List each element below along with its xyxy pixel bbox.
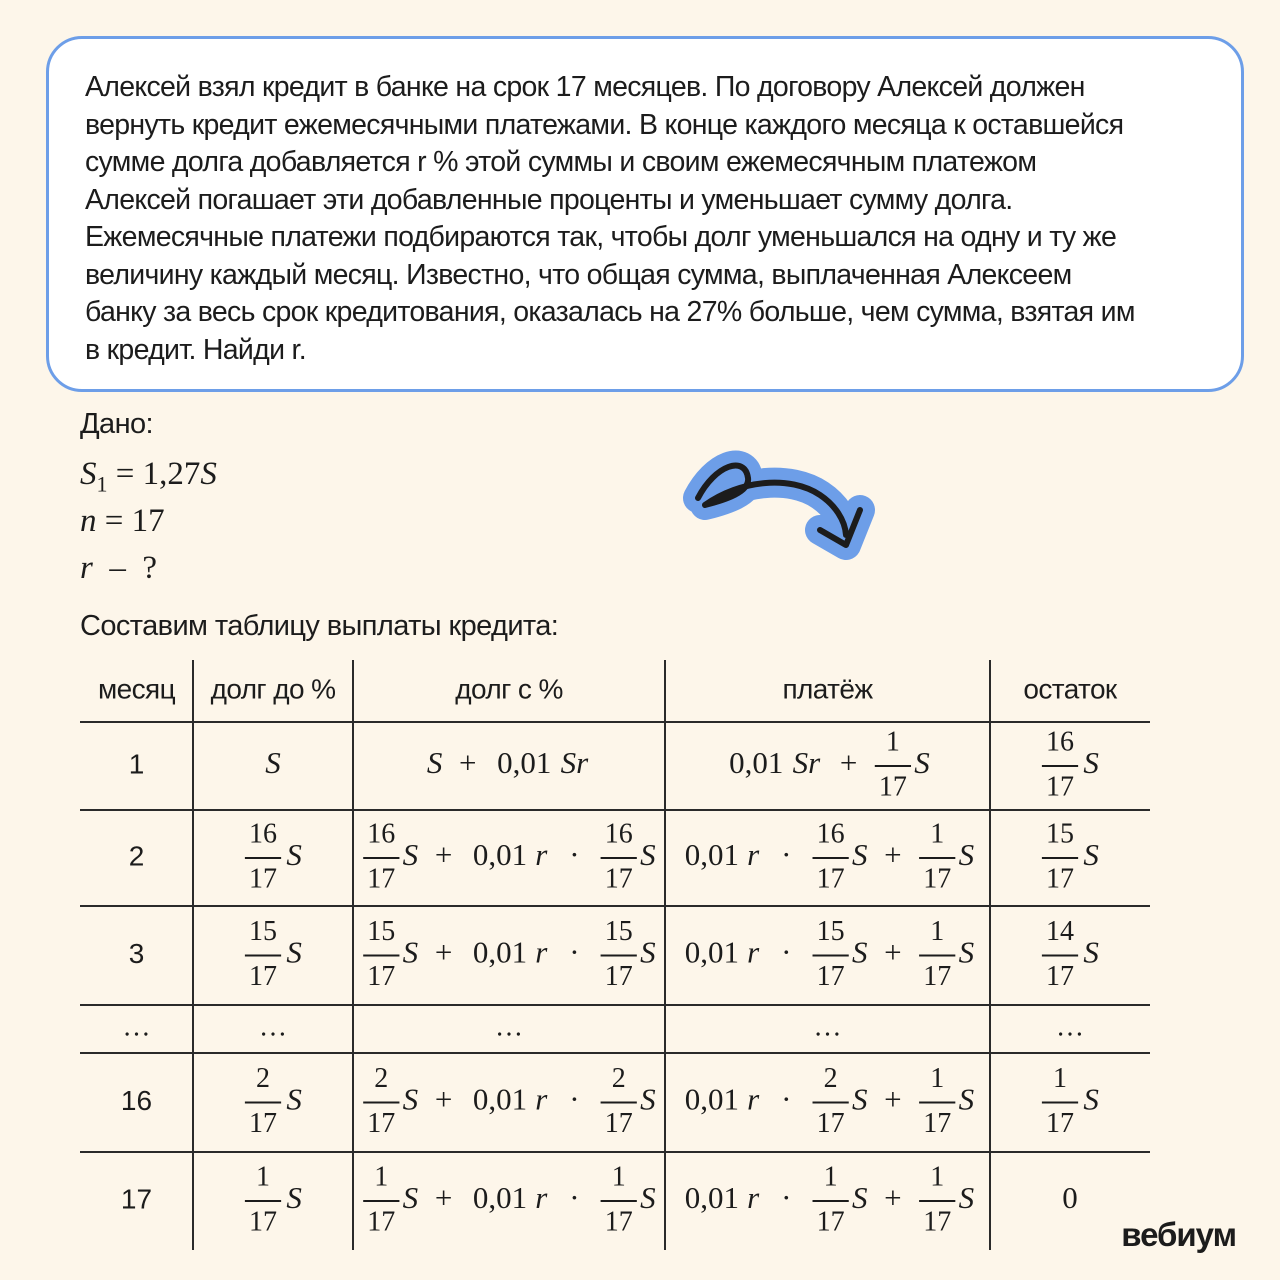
table-header-cell: долг с %	[455, 673, 563, 705]
formula-text: Sr	[560, 745, 589, 781]
fraction-denominator: 17	[604, 960, 633, 992]
fraction-denominator: 17	[367, 1206, 396, 1238]
table-cell-ellipsis: …	[813, 1011, 842, 1043]
formula-text: 0,01	[472, 1081, 528, 1117]
formula-text: ·	[569, 934, 580, 970]
table-header-cell: месяц	[97, 673, 176, 705]
formula-text: Sr	[792, 745, 821, 781]
formula-text: ·	[781, 934, 792, 970]
formula-text: S	[914, 745, 930, 781]
fraction-denominator: 17	[816, 863, 845, 895]
formula-text: ·	[569, 837, 580, 873]
formula-text: S	[1083, 934, 1099, 970]
fraction-denominator: 17	[816, 1107, 845, 1139]
problem-line: Алексей взял кредит в банке на срок 17 месяцев. По договору Алексей должен	[85, 71, 1085, 103]
formula-text: 0,01	[684, 934, 740, 970]
formula-text: r	[535, 1081, 548, 1117]
table-cell-month: 16	[120, 1084, 153, 1116]
formula-text: 0,01	[472, 934, 528, 970]
problem-line: вернуть кредит ежемесячными платежами. В конце каждого месяца к оставшейся	[85, 108, 1124, 141]
formula-text: +	[884, 837, 902, 873]
formula-text: r	[535, 934, 548, 970]
fraction-numerator: 16	[604, 818, 633, 850]
formula-text: +	[884, 1180, 902, 1216]
given-r-unknown: ?	[142, 550, 157, 586]
formula-text: +	[434, 837, 453, 873]
formula-text: ·	[569, 1180, 580, 1216]
formula-text: S	[640, 1180, 656, 1216]
fraction-denominator: 17	[923, 1107, 952, 1139]
fraction-denominator: 17	[923, 960, 952, 992]
fraction-numerator: 16	[367, 818, 396, 850]
formula-text: S	[402, 837, 419, 873]
fraction-numerator: 15	[367, 915, 396, 947]
problem-line: Ежемесячные платежи подбираются так, чтобы долг уменьшался на одну и ту же	[85, 221, 1117, 253]
formula-text: S	[851, 1081, 868, 1117]
formula-text: S	[851, 934, 868, 970]
fraction-denominator: 17	[1046, 1107, 1075, 1139]
fraction-numerator: 1	[374, 1161, 389, 1193]
fraction-denominator: 17	[604, 1107, 633, 1139]
formula-text: S	[958, 934, 975, 970]
formula-text: S	[1083, 745, 1099, 781]
formula-text: ·	[781, 837, 792, 873]
given-n-value: 17	[131, 503, 165, 539]
formula-text: S	[402, 1180, 419, 1216]
given-r: r – ?	[80, 550, 157, 586]
fraction-numerator: 15	[604, 915, 633, 947]
fraction-denominator: 17	[816, 960, 845, 992]
problem-line: банку за весь срок кредитования, оказалась на 27% больше, чем сумма, взятая им	[85, 296, 1135, 328]
fraction-denominator: 17	[367, 1107, 396, 1139]
formula-text: ·	[569, 1081, 580, 1117]
formula-text: S	[1083, 837, 1099, 873]
problem-line: величину каждый месяц. Известно, что общая сумма, выплаченная Алексеем	[85, 258, 1072, 291]
table-cell-month: 3	[128, 937, 145, 969]
given-n: n = 17	[80, 503, 165, 539]
fraction-numerator: 2	[374, 1062, 389, 1094]
fraction-denominator: 17	[1046, 863, 1075, 895]
formula-text: S	[426, 745, 443, 781]
fraction-numerator: 14	[1046, 915, 1075, 947]
formula-text: +	[884, 1081, 902, 1117]
formula-text: S	[640, 1081, 656, 1117]
formula-text: r	[535, 1180, 548, 1216]
formula-text: ·	[781, 1180, 792, 1216]
formula-text: r	[747, 1081, 760, 1117]
fraction-numerator: 16	[1046, 726, 1075, 758]
fraction-numerator: 1	[611, 1161, 626, 1193]
table-header-cell: остаток	[1023, 673, 1117, 705]
given-title: Дано:	[80, 408, 153, 440]
table-cell-ellipsis: …	[259, 1011, 287, 1043]
table-cell-ellipsis: …	[1056, 1011, 1084, 1043]
formula-text: S	[286, 837, 302, 873]
formula-text: S	[1083, 1081, 1099, 1117]
formula-text: S	[958, 837, 975, 873]
formula-text: +	[434, 1180, 453, 1216]
formula-text: ·	[781, 1081, 792, 1117]
problem-line: Алексей погашает эти добавленные проценты и уменьшает сумму долга.	[85, 183, 1013, 216]
table-header-cell: долг до %	[210, 673, 336, 705]
fraction-denominator: 17	[249, 1206, 278, 1238]
fraction-numerator: 1	[1053, 1062, 1068, 1094]
problem-line: сумме долга добавляется r % этой суммы и своим ежемесячным платежом	[85, 146, 1037, 178]
formula-text: S	[958, 1180, 975, 1216]
cell-remainder: 0	[1062, 1180, 1078, 1216]
fraction-denominator: 17	[878, 771, 907, 803]
fraction-denominator: 17	[367, 960, 396, 992]
fraction-denominator: 17	[816, 1206, 845, 1238]
fraction-numerator: 1	[930, 1062, 945, 1094]
fraction-denominator: 17	[604, 863, 633, 895]
formula-text: r	[747, 934, 760, 970]
fraction-numerator: 2	[823, 1062, 838, 1094]
fraction-numerator: 1	[823, 1161, 838, 1193]
table-cell-month: 1	[128, 748, 145, 780]
formula-text: 0,01	[684, 837, 740, 873]
fraction-denominator: 17	[604, 1206, 633, 1238]
table-header-cell: платёж	[782, 673, 873, 705]
formula-text: r	[747, 1180, 760, 1216]
fraction-denominator: 17	[923, 863, 952, 895]
formula-text: 0,01	[497, 745, 552, 781]
formula-text: +	[434, 934, 453, 970]
table-cell-month: …	[122, 1011, 151, 1043]
brand-logo: вебиум	[1121, 1216, 1236, 1253]
given-s1: $S_1 = 1,27S$	[80, 456, 217, 497]
fraction-denominator: 17	[249, 863, 278, 895]
fraction-numerator: 1	[885, 726, 900, 758]
problem-line: в кредит. Найди r.	[85, 333, 306, 366]
fraction-denominator: 17	[367, 863, 396, 895]
fraction-numerator: 2	[256, 1062, 271, 1094]
formula-text: S	[851, 837, 868, 873]
formula-text: +	[884, 934, 902, 970]
formula-text: S	[640, 837, 656, 873]
formula-text: 0,01	[729, 745, 784, 781]
fraction-numerator: 1	[930, 915, 945, 947]
fraction-numerator: 1	[930, 818, 945, 850]
fraction-numerator: 1	[930, 1161, 945, 1193]
formula-text: S	[402, 1081, 419, 1117]
fraction-denominator: 17	[923, 1206, 952, 1238]
formula-text: r	[747, 837, 760, 873]
formula-text: 0,01	[472, 1180, 528, 1216]
formula-text: r	[535, 837, 548, 873]
fraction-denominator: 17	[1046, 771, 1075, 803]
fraction-numerator: 16	[816, 818, 845, 850]
formula-text: S	[402, 934, 419, 970]
formula-text: S	[265, 745, 281, 781]
formula-text: S	[286, 1081, 302, 1117]
fraction-denominator: 17	[249, 1107, 278, 1139]
fraction-numerator: 2	[611, 1062, 626, 1094]
table-cell-month: 2	[128, 840, 145, 872]
table-cell-month: 17	[120, 1183, 153, 1215]
formula-text: S	[958, 1081, 975, 1117]
formula-text: 0,01	[684, 1081, 740, 1117]
fraction-denominator: 17	[1046, 960, 1075, 992]
fraction-numerator: 15	[816, 915, 845, 947]
formula-text: S	[286, 1180, 302, 1216]
fraction-denominator: 17	[249, 960, 278, 992]
given-s1-value: 1,27	[142, 456, 201, 492]
formula-text: 0,01	[684, 1180, 740, 1216]
formula-text: S	[851, 1180, 868, 1216]
formula-text: +	[459, 745, 477, 781]
table-title: Составим таблицу выплаты кредита:	[80, 610, 559, 642]
formula-text: +	[434, 1081, 453, 1117]
formula-text: S	[286, 934, 302, 970]
fraction-numerator: 1	[256, 1161, 271, 1193]
formula-text: +	[839, 745, 858, 781]
formula-text: S	[640, 934, 656, 970]
table-cell-ellipsis: …	[495, 1011, 523, 1043]
fraction-numerator: 15	[249, 915, 278, 947]
formula-text: 0,01	[472, 837, 528, 873]
fraction-numerator: 15	[1046, 818, 1075, 850]
fraction-numerator: 16	[249, 818, 278, 850]
